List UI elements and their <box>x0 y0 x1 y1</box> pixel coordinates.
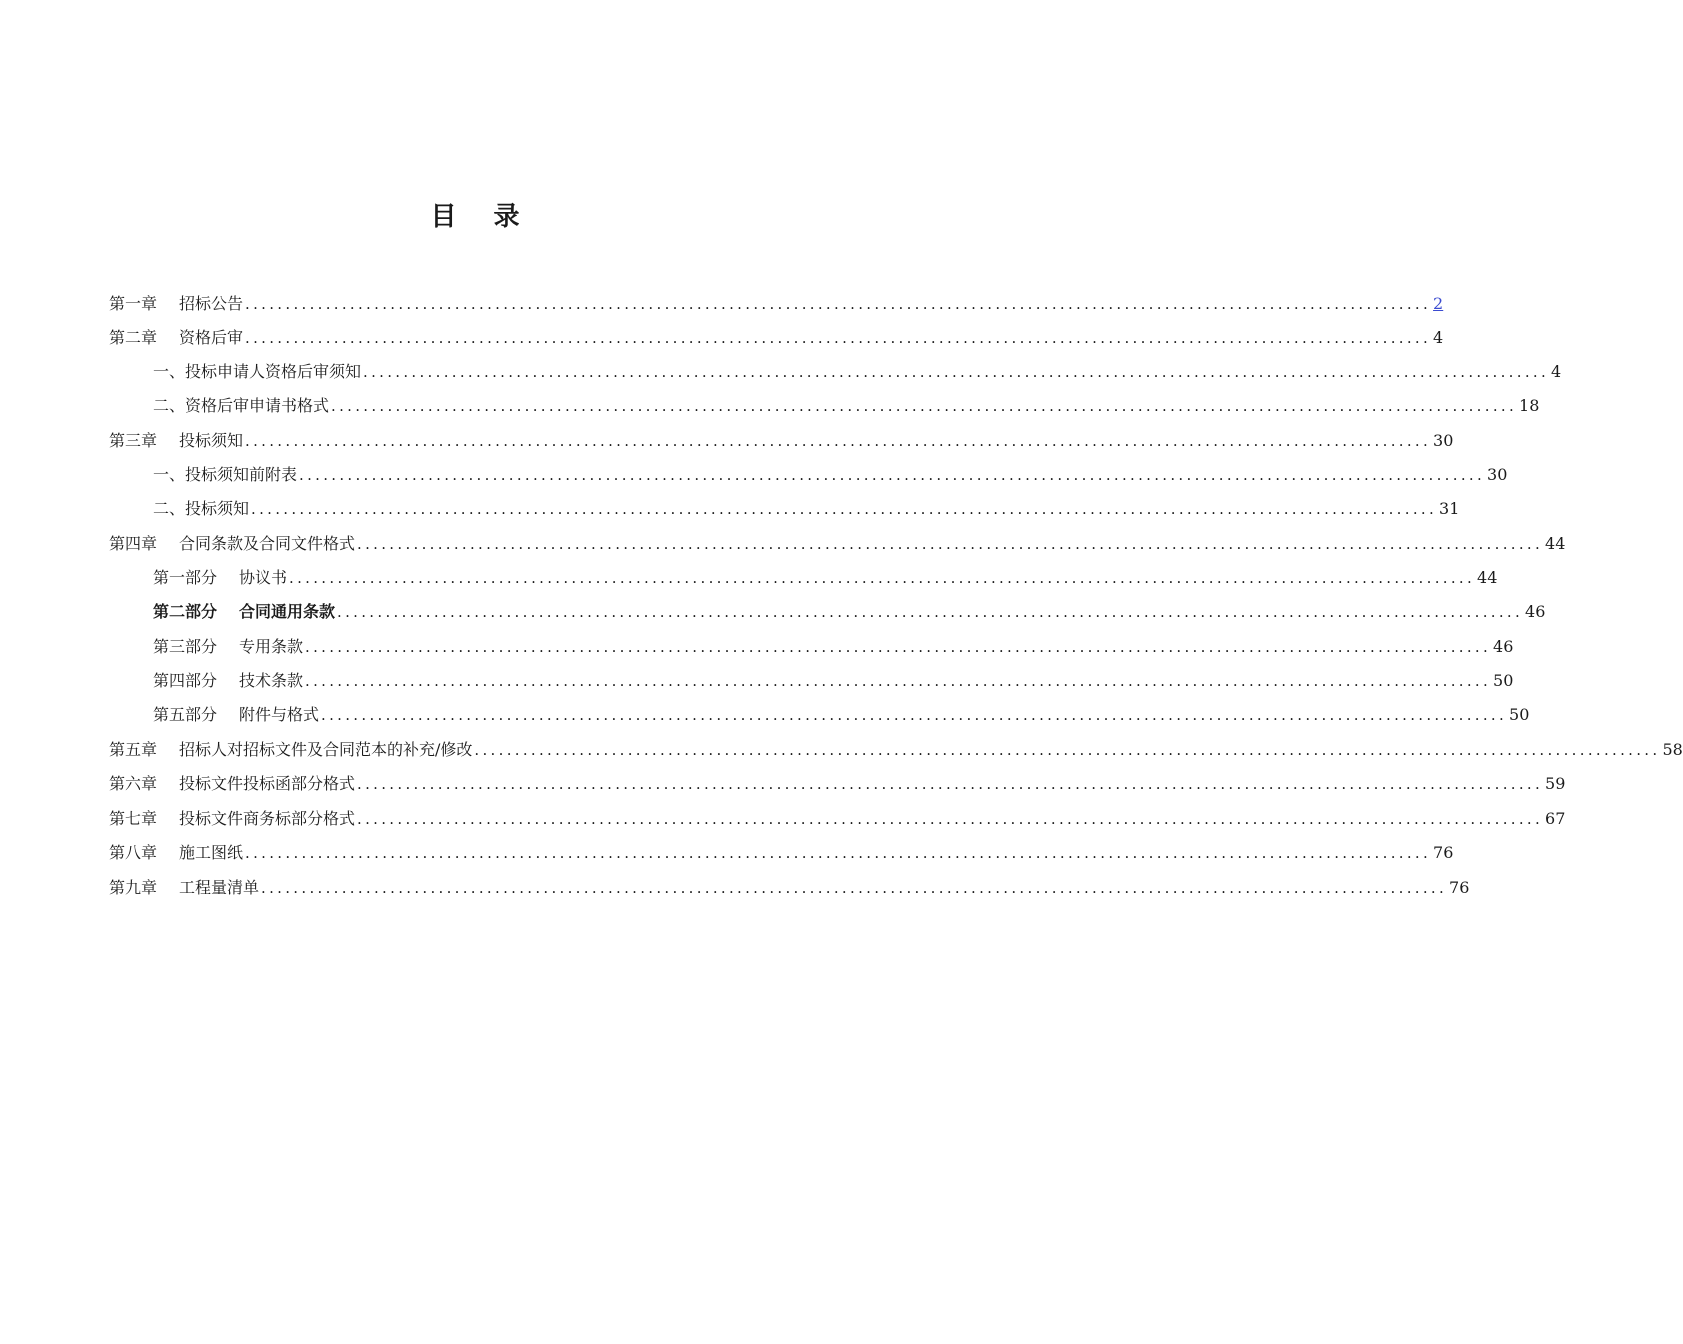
toc-chapter: 第二部分 <box>153 602 218 621</box>
toc-entry-title: 二、投标须知 <box>153 499 250 518</box>
toc-entry-title: 一、投标须知前附表 <box>153 465 298 484</box>
toc-page-number: 18 <box>1519 396 1540 415</box>
toc-entry-title: 招标人对招标文件及合同范本的补充/修改 <box>179 740 473 759</box>
dot-leader: ................................................................................................................................................... <box>474 741 1661 759</box>
dot-leader: ................................................................................................................................................... <box>289 569 1476 587</box>
dot-leader: ................................................................................................................................................... <box>337 603 1524 621</box>
dot-leader: ................................................................................................................................................... <box>357 775 1544 793</box>
toc-entry-ch5[interactable] <box>109 732 1683 760</box>
toc-page-number: 46 <box>1525 602 1546 621</box>
toc-entry-title: 工程量清单 <box>179 878 260 897</box>
toc-entry-title: 合同条款及合同文件格式 <box>179 534 356 553</box>
toc-page-number: 46 <box>1493 637 1514 656</box>
toc-chapter: 第二章 <box>109 328 158 347</box>
toc-entry-ch4[interactable] <box>109 526 1566 554</box>
toc-chapter: 第五章 <box>109 740 158 759</box>
toc-entry-ch4-5[interactable] <box>153 697 1530 725</box>
toc-page-number: 31 <box>1439 499 1460 518</box>
dot-leader: ................................................................................................................................................... <box>357 535 1544 553</box>
dot-leader: ................................................................................................................................................... <box>261 879 1448 897</box>
toc-entry-title: 技术条款 <box>239 671 304 690</box>
toc-entry-title: 专用条款 <box>239 637 304 656</box>
toc-entry-title: 协议书 <box>239 568 288 587</box>
toc-page-number: 4 <box>1433 328 1444 347</box>
toc-entry-title: 附件与格式 <box>239 705 320 724</box>
toc-entry-ch7[interactable] <box>109 801 1566 829</box>
toc-page-number: 44 <box>1477 568 1498 587</box>
toc-page-number: 76 <box>1433 843 1454 862</box>
dot-leader: ................................................................................................................................................... <box>245 329 1432 347</box>
toc-entry-ch4-3[interactable] <box>153 629 1514 657</box>
toc-entry-ch9[interactable] <box>109 870 1470 898</box>
toc-page-number: 76 <box>1449 878 1470 897</box>
toc-page-number: 58 <box>1662 740 1683 759</box>
toc-chapter: 第四部分 <box>153 671 218 690</box>
dot-leader: ................................................................................................................................................... <box>321 706 1508 724</box>
toc-chapter: 第四章 <box>109 534 158 553</box>
toc-chapter: 第三章 <box>109 431 158 450</box>
toc-page-number: 30 <box>1487 465 1508 484</box>
dot-leader: ................................................................................................................................................... <box>251 500 1438 518</box>
toc-entry-ch6[interactable] <box>109 766 1566 794</box>
dot-leader: ................................................................................................................................................... <box>305 672 1492 690</box>
toc-page-number[interactable]: 2 <box>1433 294 1444 313</box>
toc-chapter: 第六章 <box>109 774 158 793</box>
toc-chapter: 第七章 <box>109 809 158 828</box>
toc-entry-ch2-1[interactable] <box>153 354 1562 382</box>
toc-entry-title: 资格后审 <box>179 328 244 347</box>
toc-entry-ch8[interactable] <box>109 835 1454 863</box>
dot-leader: ................................................................................................................................................... <box>305 638 1492 656</box>
toc-entry-title: 投标须知 <box>179 431 244 450</box>
toc-entry-title: 投标文件商务标部分格式 <box>179 809 356 828</box>
toc-page-number: 50 <box>1493 671 1514 690</box>
toc-chapter: 第一章 <box>109 294 158 313</box>
dot-leader: ................................................................................................................................................... <box>357 810 1544 828</box>
dot-leader: ................................................................................................................................................... <box>363 363 1550 381</box>
toc-page-number: 4 <box>1551 362 1562 381</box>
toc-page-number: 44 <box>1545 534 1566 553</box>
toc-chapter: 第八章 <box>109 843 158 862</box>
dot-leader: ................................................................................................................................................... <box>245 432 1432 450</box>
dot-leader: ................................................................................................................................................... <box>299 466 1486 484</box>
toc-page-number: 50 <box>1509 705 1530 724</box>
toc-page-number: 67 <box>1545 809 1566 828</box>
dot-leader: ................................................................................................................................................... <box>331 397 1518 415</box>
toc-entry-ch3[interactable] <box>109 423 1454 451</box>
dot-leader: ................................................................................................................................................... <box>245 844 1432 862</box>
dot-leader: ................................................................................................................................................... <box>245 295 1432 313</box>
toc-entry-title: 合同通用条款 <box>239 602 336 621</box>
toc-page-number: 59 <box>1545 774 1566 793</box>
toc-chapter: 第五部分 <box>153 705 218 724</box>
toc-entry-title: 招标公告 <box>179 294 244 313</box>
toc-page-number: 30 <box>1433 431 1454 450</box>
toc-chapter: 第一部分 <box>153 568 218 587</box>
toc-entry-title: 施工图纸 <box>179 843 244 862</box>
toc-entry-ch3-1[interactable] <box>153 457 1508 485</box>
toc-entry-ch1[interactable] <box>109 286 1444 314</box>
toc-entry-ch4-4[interactable] <box>153 663 1514 691</box>
toc-chapter: 第九章 <box>109 878 158 897</box>
toc-entry-ch3-2[interactable] <box>153 491 1460 519</box>
toc-entry-ch2[interactable] <box>109 320 1444 348</box>
toc-entry-title: 二、资格后审申请书格式 <box>153 396 330 415</box>
toc-entry-title: 一、投标申请人资格后审须知 <box>153 362 362 381</box>
page-title: 目 录 <box>430 202 534 232</box>
toc-chapter: 第三部分 <box>153 637 218 656</box>
toc-entry-ch4-2[interactable] <box>153 594 1546 622</box>
toc-entry-ch4-1[interactable] <box>153 560 1498 588</box>
toc-entry-title: 投标文件投标函部分格式 <box>179 774 356 793</box>
toc-entry-ch2-2[interactable] <box>153 388 1540 416</box>
